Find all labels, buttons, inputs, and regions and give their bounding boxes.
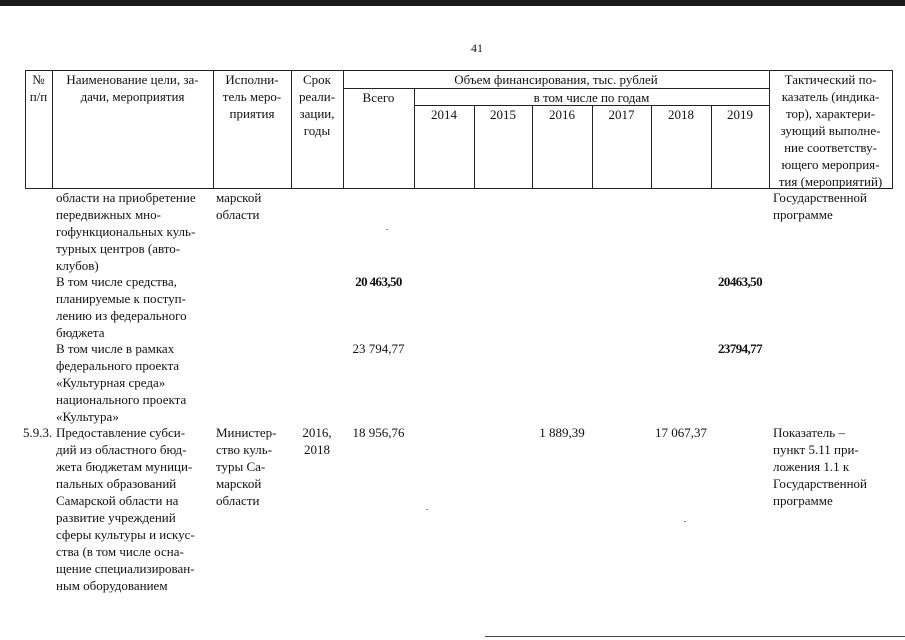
scan-speck: [426, 509, 428, 510]
header-num: № п/п: [29, 72, 48, 104]
scan-speck: [386, 229, 388, 230]
federal-project-name: В том числе в рамках федерального проекта «Культурная среда» национального проекта «Культура»: [56, 341, 187, 424]
item-593-num: 5.9.3.: [23, 425, 53, 440]
header-year-2017: 2017: [608, 107, 635, 122]
header-indicator: Тактический по- казатель (индика- тор), характери- зующий выполне- ние соответству- ющего мероприя- тия (мероприятий): [778, 72, 883, 189]
header-year-2016: 2016: [549, 107, 575, 122]
scan-bottom-edge: [485, 636, 905, 637]
item-593-term: 2016, 2018: [302, 425, 332, 457]
continuation-name: области на приобретение передвижных мно- гофункциональных куль- турных центров (авто- клубов): [56, 190, 196, 273]
header-year-2015: 2015: [490, 107, 516, 122]
header-by-years: в том числе по годам: [533, 90, 650, 105]
header-executor: Исполни- тель меро- приятия: [222, 72, 282, 121]
federal-project-total: 23 794,77: [352, 341, 405, 356]
item-593-executor: Министер- ство куль- туры Са- марской области: [216, 425, 277, 508]
page-number: 41: [471, 41, 483, 55]
header-name: Наименование цели, за- дачи, мероприятия: [66, 72, 199, 104]
header-term: Срок реали- зации, годы: [298, 72, 336, 138]
item-593-indicator: Показатель – пункт 5.11 при- ложения 1.1 к Государственной программе: [773, 425, 868, 508]
item-593-name: Предоставление субси- дий из областного бюд- жета бюджетам муници- пальных образований Самарской области на развитие учреждений сферы культуры и искус- ства (в том числе осна- щение специализирован- ным оборудованием: [56, 425, 195, 593]
header-year-2019: 2019: [727, 107, 753, 122]
scan-top-border: [0, 0, 905, 6]
header-total: Всего: [362, 90, 395, 105]
federal-funds-total: 20 463,50: [355, 274, 402, 289]
scan-speck: [684, 521, 686, 522]
item-593-total: 18 956,76: [352, 425, 405, 440]
header-year-2014: 2014: [431, 107, 457, 122]
item-593-2016: 1 889,39: [539, 425, 585, 440]
federal-project-2019: 23794,77: [718, 341, 762, 356]
continuation-executor: марской области: [216, 190, 262, 222]
item-593-2018: 17 067,37: [655, 425, 707, 440]
header-funding: Объем финансирования, тыс. рублей: [454, 72, 658, 87]
header-year-2018: 2018: [668, 107, 694, 122]
federal-funds-2019: 20463,50: [718, 274, 762, 289]
continuation-indicator: Государственной программе: [773, 190, 868, 222]
federal-funds-name: В том числе средства, планируемые к поступ- лению из федерального бюджета: [56, 274, 187, 340]
